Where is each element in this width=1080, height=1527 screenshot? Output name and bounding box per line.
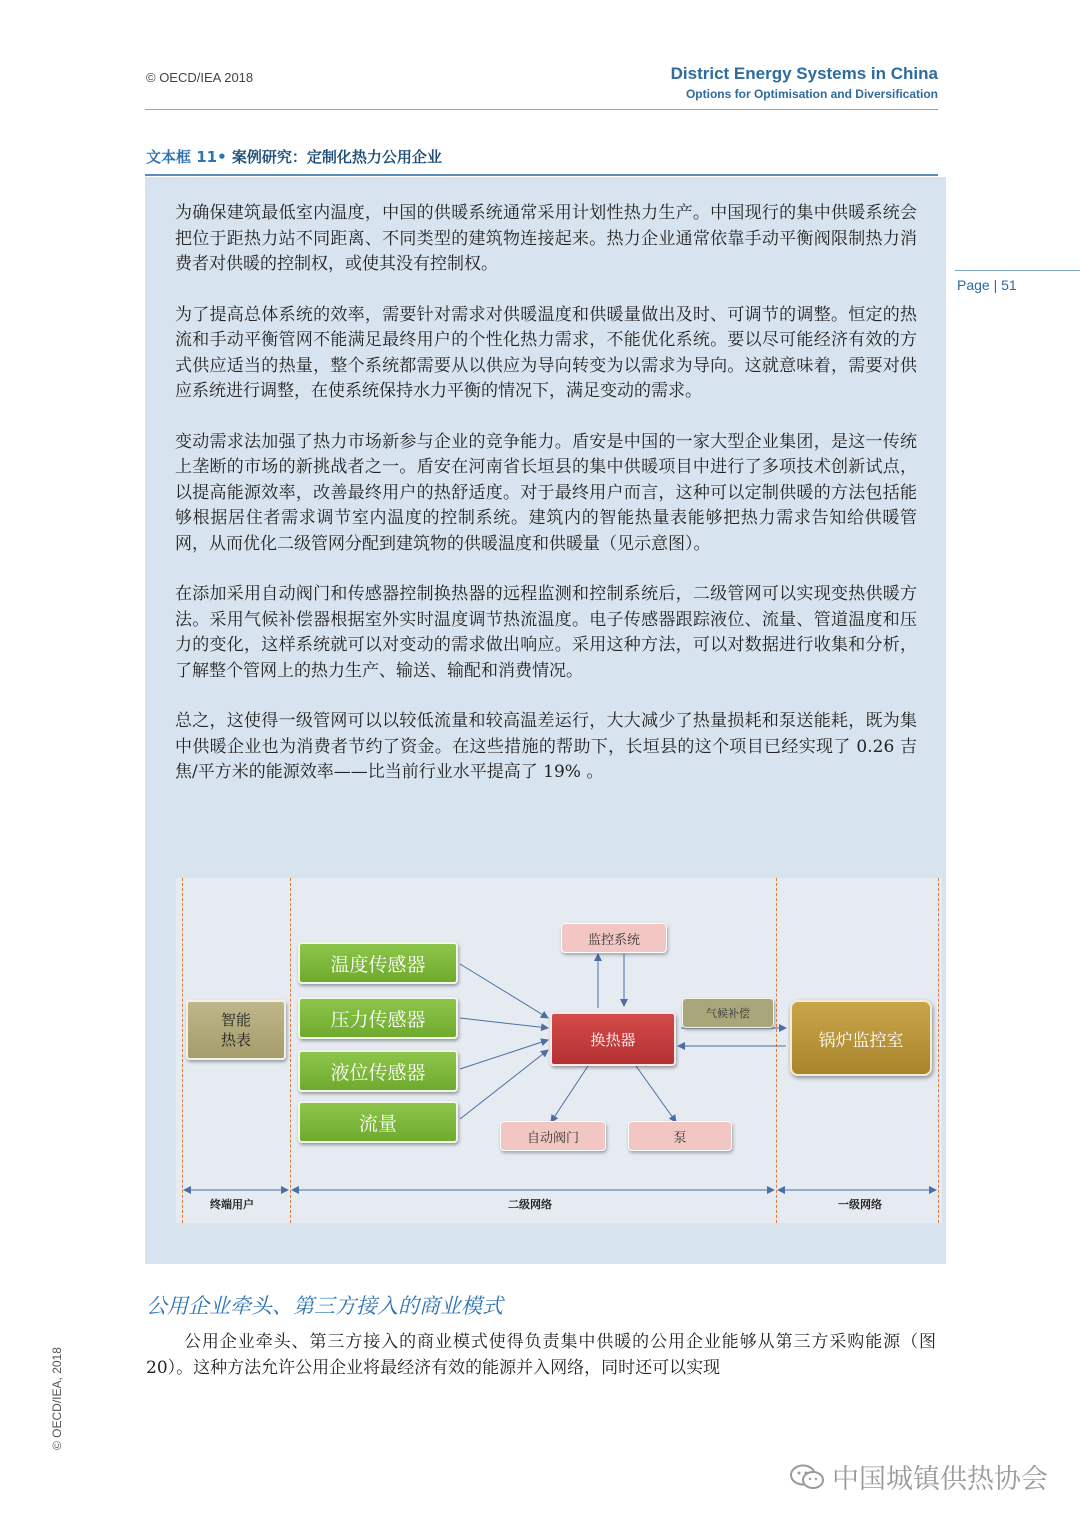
paragraph: 变动需求法加强了热力市场新参与企业的竞争能力。盾安是中国的一家大型企业集团，是这一传统上垄断的市场的新挑战者之一。盾安在河南省长垣县的集中供暖项目中进行了多项技术创新试点，以提高能源效率，改善最终用户的热舒适度。对于最终用户而言，这种可以定制供暖的方法包括能够根据居住者需求调节室内温度的控制系统。建筑内的智能热量表能够把热力需求告知给供暖管网，从而优化二级管网分配到建筑物的供暖温度和供暖量（见示意图）。	[175, 431, 917, 554]
monitoring-system: 监控系统	[561, 923, 667, 953]
section-body: 公用企业牵头、第三方接入的商业模式使得负责集中供暖的公用企业能够从第三方采购能源（图 20）。这种方法允许公用企业将最经济有效的能源并入网络，同时还可以实现	[146, 1332, 936, 1378]
report-title: District Energy Systems in China	[670, 64, 938, 83]
paragraph: 为确保建筑最低室内温度，中国的供暖系统通常采用计划性热力生产。中国现行的集中供暖系统会把位于距热力站不同距离、不同类型的建筑物连接起来。热力企业通常依靠手动平衡阀限制热力消费者对供暖的控制权，或使其没有控制权。	[175, 203, 917, 274]
paragraph: 为了提高总体系统的效率，需要针对需求对供暖温度和供暖量做出及时、可调节的调整。恒定的热流和手动平衡管网不能满足最终用户的个性化热力需求，不能优化系统。要以尽可能经济有效的方式供应适当的热量，整个系统都需要从以供应为导向转变为以需求为导向。这就意味着，需要对供应系统进行调整，在使系统保持水力平衡的情况下，满足变动的需求。	[175, 304, 917, 401]
zone-label-secondary: 二级网络	[508, 1198, 552, 1211]
header-copyright: © OECD/IEA 2018	[146, 70, 254, 85]
level-sensor: 液位传感器	[298, 1050, 458, 1092]
box-heading-divider	[145, 174, 938, 176]
paragraph: 总之，这使得一级管网可以以较低流量和较高温差运行，大大减少了热量损耗和泵送能耗，既为集中供暖企业也为消费者节约了资金。在这些措施的帮助下，长垣县的这个项目已经实现了 0.26 吉焦/平方米的能源效率——比当前行业水平提高了 19% 。	[175, 711, 917, 782]
side-copyright: © OECD/IEA, 2018	[50, 1347, 64, 1450]
section-heading: 公用企业牵头、第三方接入的商业模式	[146, 1294, 503, 1318]
report-title-block	[671, 64, 938, 101]
box-label: 文本框 11•	[146, 148, 227, 166]
watermark-text: 中国城镇供热协会	[832, 1464, 1048, 1495]
smart-heat-meter: 智能 热表	[186, 1000, 286, 1060]
header-divider	[145, 109, 938, 110]
case-study-text	[175, 201, 917, 811]
report-subtitle: Options for Optimisation and Diversification	[685, 87, 938, 101]
paragraph: 在添加采用自动阀门和传感器控制换热器的远程监测和控制系统后，二级管网可以实现变热供暖方法。采用气候补偿器根据室外实时温度调节热流温度。电子传感器跟踪液位、流量、管道温度和压力的变化，这样系统就可以对变动的需求做出响应。采用这种方法，可以对数据进行收集和分析，了解整个管网上的热力生产、输送、输配和消费情况。	[175, 584, 917, 681]
boiler-control-room: 锅炉监控室	[790, 1000, 932, 1076]
page-number-divider	[955, 270, 1080, 271]
page-number: Page | 51	[957, 277, 1017, 293]
pump: 泵	[628, 1121, 732, 1151]
wechat-icon	[790, 1464, 824, 1490]
zone-label-primary: 一级网络	[838, 1198, 882, 1211]
pressure-sensor: 压力传感器	[298, 997, 458, 1039]
watermark	[790, 1457, 1048, 1496]
box-heading	[146, 146, 442, 167]
flow-sensor: 流量	[298, 1101, 458, 1143]
temperature-sensor: 温度传感器	[298, 942, 458, 984]
zone-label-end-user: 终端用户	[210, 1198, 254, 1211]
heating-system-diagram	[176, 878, 942, 1223]
automatic-valve: 自动阀门	[500, 1121, 606, 1151]
climate-compensator: 气候补偿	[682, 998, 774, 1028]
heat-exchanger: 换热器	[550, 1012, 676, 1066]
box-title: 案例研究：定制化热力公用企业	[231, 148, 442, 166]
